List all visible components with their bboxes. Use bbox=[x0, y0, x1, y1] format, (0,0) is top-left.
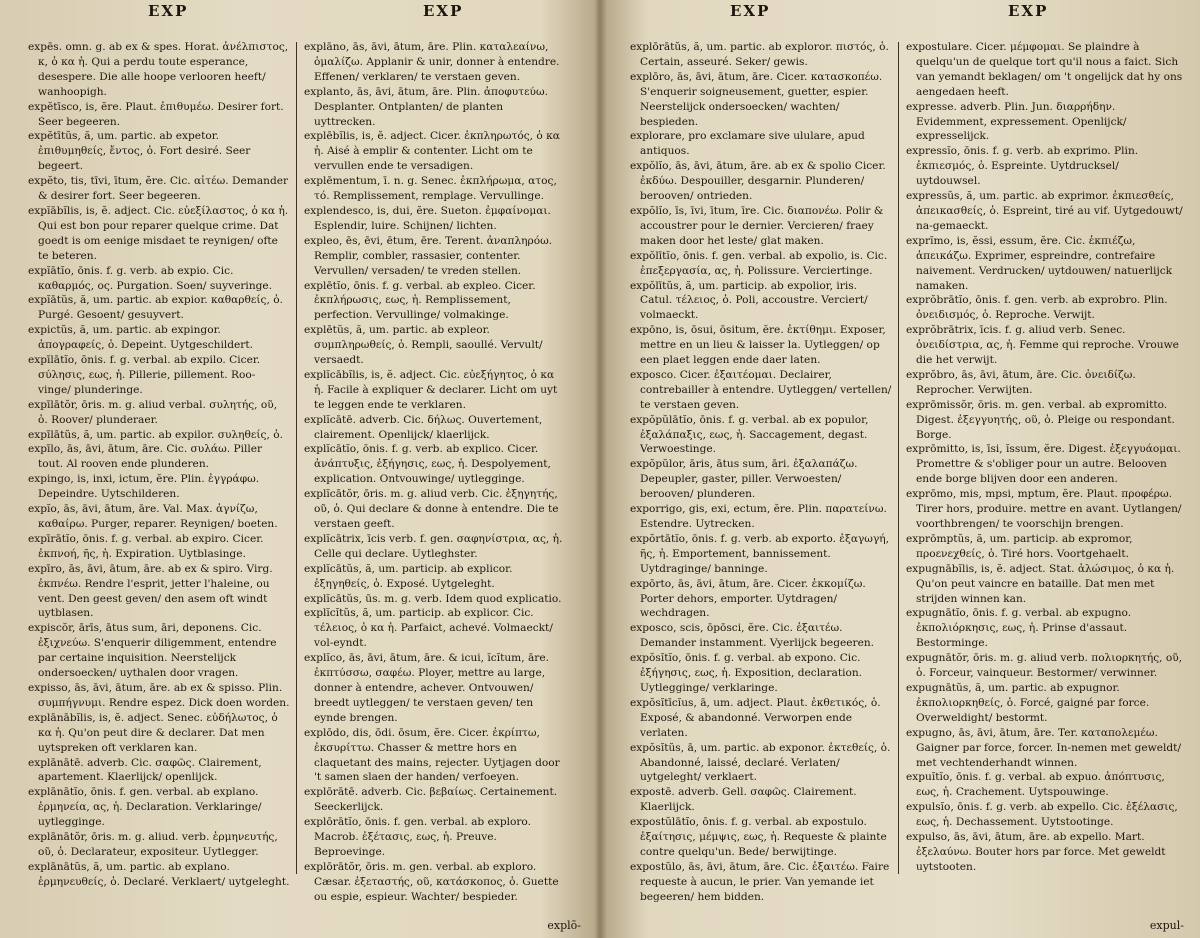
dictionary-entry: explendesco, is, dui, ĕre. Sueton. ἐμφαίνομαι. Esplendir, luire. Schijnen/ lichten. bbox=[304, 204, 551, 232]
dictionary-entry: expĕto, tis, tīvi, ītum, ĕre. Cic. αἰτέω. Demander & desirer fort. Seer begeeren. bbox=[28, 175, 289, 203]
catchword: expul- bbox=[1149, 919, 1184, 932]
left-page bbox=[28, 0, 593, 938]
dictionary-entry: expŏsĭtĭo, ōnis. f. g. verbal. ab expono. Cic. ἐξήγησις, εως, ἡ. Exposition, declaration. Uytlegginge/ verklaringe. bbox=[630, 652, 863, 694]
right-page-column-1 bbox=[630, 40, 892, 905]
dictionary-entry: expĭābĭlis, is, ĕ. adject. Cic. εὐεξίλαστος, ὁ κα ἡ. Qui est bon pour reparer quelque crime. Dat goedt is om eenige misdaet te reynigen/ ofte te beteren. bbox=[28, 204, 289, 262]
dictionary-entry: explĭcātĭo, ōnis. f. g. verb. ab explico. Cicer. ἀνάπτυξις, ἐξήγησις, εως, ἡ. Despolyement, explication. Ontvouwinge/ uytlegginge. bbox=[304, 443, 551, 486]
dictionary-entry: explāno, ās, āvi, ātum, āre. Plin. καταλεαίνω, ὁμαλίζω. Applanir & unir, donner à entendre. Effenen/ verklaren/ te verstaen geven. bbox=[304, 41, 560, 83]
dictionary-entry: explōro, ās, āvi, ātum, āre. Cicer. κατασκοπέω. S'enquerir soigneusement, guetter, espier. Neerstelijck ondersoecken/ wachten/ bespieden. bbox=[630, 70, 883, 128]
dictionary-entry: expēs. omn. g. ab ex & spes. Horat. ἀνέλπιστος, κ, ὁ κα ἡ. Qui a perdu toute esperance, desespere. Die alle hoope verlooren heeft/ wanhoopigh. bbox=[28, 41, 289, 98]
dictionary-entry: explōrātĭo, ōnis. f. gen. verbal. ab exploro. Macrob. ἐξέτασις, εως, ἡ. Preuve. Beproevinge. bbox=[304, 816, 531, 858]
dictionary-entry: explānātŭs, ă, um. partic. ab explano. ἑρμηνευθείς, ὁ. Declaré. Verklaert/ uytgeleght. bbox=[28, 860, 290, 888]
dictionary-entry: expōno, is, ōsui, ōsitum, ĕre. ἐκτίθημι. Exposer, mettre en un lieu & laisser la. Uytleggen/ op een plaet leggen ende daer laten. bbox=[630, 324, 886, 367]
dictionary-entry: exposco. Cicer. ἐξαιτέομαι. Declairer, contrebailler à entendre. Uytleggen/ vertellen/ te verstaen geven. bbox=[630, 368, 892, 411]
dictionary-entry: expugnātĭo, ōnis. f. g. verbal. ab expugno. ἐκπολιόρκησις, εως, ἡ. Prinse d'assaut. Bestorminge. bbox=[906, 607, 1132, 650]
dictionary-entry: expĭo, ās, āvi, ātum, āre. Val. Max. ἁγνίζω, καθαίρω. Purger, reparer. Reynigen/ boeten. bbox=[28, 503, 278, 530]
dictionary-entry: expŏrtātĭo, ōnis. f. g. verb. ab exporto. ἐξαγωγή, ῆς, ἡ. Emportement, bannissement. Uytdraginge/ banninge. bbox=[630, 532, 889, 575]
dictionary-entry: expĕtīsco, is, ĕre. Plaut. ἐπιθυμέω. Desirer fort. Seer begeeren. bbox=[28, 100, 284, 128]
dictionary-entry: expīrātĭo, ōnis. f. g. verbal. ab expiro. Cicer. ἐκπνοή, ῆς, ἡ. Expiration. Uytblasinge. bbox=[28, 532, 264, 560]
running-head-left: EXP bbox=[730, 2, 771, 20]
dictionary-entry: expŏlītŭs, ă, um. particip. ab expolior, iris. Catul. τέλειος, ὁ. Poli, accoustre. Verciert/ volmaeckt. bbox=[630, 279, 868, 322]
dictionary-entry: explĭcābĭlis, is, ĕ. adject. Cic. εὐεξήγητος, ὁ κα ἡ. Facile à expliquer & declarer. Licht om uyt te leggen ende te verklaren. bbox=[304, 368, 558, 411]
dictionary-entry: exprŏbrātrix, īcis. f. g. aliud verb. Senec. ὀνειδίστρια, ας, ἡ. Femme qui reproche. Vrouwe die het verwijt. bbox=[906, 324, 1179, 367]
dictionary-entry: explēbĭlis, is, ĕ. adject. Cicer. ἐκπληρωτός, ὁ κα ἡ. Aisé à emplir & contenter. Licht om te vervullen ende te versadigen. bbox=[304, 130, 560, 173]
dictionary-entry: expostulare. Cicer. μέμφομαι. Se plaindre à quelqu'un de quelque tort qu'il nous a faict. Sich van yemandt beklagen/ om 't ongelijck dat hy ons aengedaen heeft. bbox=[906, 41, 1183, 98]
dictionary-entry: expīlātŭs, ă, um. partic. ab expilor. συληθείς, ὁ. bbox=[28, 428, 283, 441]
dictionary-entry: explanto, ās, āvi, ātum, āre. Plin. ἀποφυτεύω. Desplanter. Ontplanten/ de planten uyttrecken. bbox=[304, 85, 549, 128]
dictionary-entry: expostŭlātĭo, ōnis. f. g. verbal. ab expostulo. ἐξαίτησις, μέμψις, εως, ἡ. Requeste & plainte contre quelqu'un. Bede/ berwijtinge. bbox=[630, 816, 887, 858]
dictionary-entry: expīlātŏr, ōris. m. g. aliud verbal. συλητής, οῦ, ὁ. Roover/ plunderaer. bbox=[28, 398, 278, 426]
dictionary-entry: exprōmitto, is, īsi, ĭssum, ĕre. Digest. ἐξεγγυάομαι. Promettre & s'obliger pour un autre. Belooven ende borge blijven door een anderen. bbox=[906, 443, 1181, 486]
dictionary-entry: explĭcātŏr, ōris. m. g. aliud verb. Cic. ἐξηγητής, οῦ, ὁ. Qui declare & donne à entendre. Die te verstaen geeft. bbox=[304, 488, 559, 530]
dictionary-entry: expisso, ās, āvi, ātum, āre. ab ex & spisso. Plin. συμπήγνυμι. Rendre espez. Dick doen worden. bbox=[28, 681, 290, 709]
dictionary-entry: expostē. adverb. Gell. σαφῶς. Clairement. Klaerlijck. bbox=[630, 786, 857, 814]
dictionary-entry: explĭcātŭs, ūs. m. g. verb. Idem quod explicatio. bbox=[304, 592, 562, 605]
dictionary-entry: exprĭmo, is, ĕssi, essum, ĕre. Cic. ἐκπιέζω, ἀπεικάζω. Exprimer, espreindre, contrefaire naivement. Verdrucken/ uytdouwen/ natuerlijck namaken. bbox=[906, 234, 1173, 292]
left-page-column-2 bbox=[304, 40, 566, 905]
dictionary-entry: explānābĭlis, is, ĕ. adject. Senec. εὐδήλωτος, ὁ κα ἡ. Qu'on peut dire & declarer. Dat men uytspreken oft verklaren kan. bbox=[28, 711, 278, 754]
dictionary-entry: expugnābĭlis, is, ĕ. adject. Stat. ἁλώσιμος, ὁ κα ἡ. Qu'on peut vaincre en bataille. Dat men met strijden winnen kan. bbox=[906, 562, 1175, 605]
dictionary-entry: expingo, is, inxi, ictum, ĕre. Plin. ἐγγράφω. Depeindre. Uytschilderen. bbox=[28, 473, 260, 501]
dictionary-entry: exprŏbro, ās, āvi, ātum, āre. Cic. ὀνειδίζω. Reprocher. Verwijten. bbox=[906, 368, 1136, 396]
left-page-column-1 bbox=[28, 40, 290, 890]
dictionary-entry: explōrātē. adverb. Cic. βεβαίως. Certainement. Seeckerlijck. bbox=[304, 786, 558, 814]
dictionary-entry: explorare, pro exclamare sive ululare, apud antiquos. bbox=[630, 130, 865, 158]
dictionary-entry: explĭcĭtŭs, ă, um. particip. ab explicor. Cic. τέλειος, ὁ κα ἡ. Parfaict, achevé. Volmaeckt/ vol-eyndt. bbox=[304, 607, 553, 650]
dictionary-entry: expŏlītĭo, ōnis. f. gen. verbal. ab expolio, is. Cic. ἐπεξεργασία, ας, ἡ. Polissure. Verciertinge. bbox=[630, 249, 888, 277]
dictionary-entry: expĭātŭs, ă, um. partic. ab expior. καθαρθείς, ὁ. Purgé. Gesoent/ gesuyvert. bbox=[28, 294, 283, 322]
dictionary-entry: expugnātŭs, ă, um. partic. ab expugnor. ἐκπολιορκηθείς, ὁ. Forcé, gaigné par force. Overweldight/ bestormt. bbox=[906, 681, 1150, 724]
dictionary-entry: expictŭs, ă, um. partic. ab expingor. ἀπογραφείς, ὁ. Depeint. Uytgeschildert. bbox=[28, 324, 253, 352]
dictionary-entry: explĭcātrix, īcis verb. f. gen. σαφηνίστρια, ας, ἡ. Celle qui declare. Uytleghster. bbox=[304, 532, 563, 560]
dictionary-entry: expressĭo, ōnis. f. g. verb. ab exprimo. Plin. ἐκπιεσμός, ὁ. Espreinte. Uytdrucksel/ uytdouwsel. bbox=[906, 145, 1139, 188]
dictionary-entry: expīlātĭo, ōnis. f. g. verbal. ab expilo. Cicer. σύλησις, εως, ἡ. Pillerie, pillement. Roo- vinge/ plunderinge. bbox=[28, 354, 261, 396]
running-head-left: EXP bbox=[148, 2, 189, 20]
dictionary-entry: expostŭlo, ās, āvi, ātum, āre. Cic. ἐξαιτέω. Faire requeste à aucun, le prier. Van yemande iet begeeren/ hem bidden. bbox=[630, 860, 890, 903]
column-rule bbox=[898, 42, 899, 874]
dictionary-entry: expulso, ās, āvi, ātum, āre. ab expello. Mart. ἐξελαύνω. Bouter hors par force. Met geweldt uytstooten. bbox=[906, 831, 1166, 873]
dictionary-entry: exposco, scis, ōpōsci, ĕre. Cic. ἐξαιτέω. Demander instamment. Vyerlijck begeeren. bbox=[630, 622, 875, 650]
dictionary-entry: expleo, ēs, ēvi, ētum, ēre. Terent. ἀναπληρόω. Remplir, combler, rassasier, contenter. Vervullen/ versaden/ te vreden stellen. bbox=[304, 234, 553, 277]
dictionary-entry: explānātē. adverb. Cic. σαφῶς. Clairement, apartement. Klaerlijck/ openlijck. bbox=[28, 756, 262, 784]
dictionary-entry: exprŏbrātĭo, ōnis. f. gen. verb. ab exprobro. Plin. ὀνειδισμός, ὁ. Reproche. Verwijt. bbox=[906, 294, 1168, 322]
dictionary-entry: explēmentum, ī. n. g. Senec. ἐκπλήρωμα, ατος, τό. Remplissement, remplage. Vervullinge. bbox=[304, 175, 557, 203]
dictionary-entry: explĭcātē. adverb. Cic. δήλως. Ouvertement, clairement. Openlijck/ klaerlijck. bbox=[304, 413, 543, 441]
dictionary-entry: explētĭo, ōnis. f. g. verbal. ab expleo. Cicer. ἐκπλήρωσις, εως, ἡ. Remplissement, perfection. Vervullinge/ volmakinge. bbox=[304, 279, 536, 322]
dictionary-entry: expugno, ās, āvi, ātum, āre. Ter. καταπολεμέω. Gaigner par force, forcer. In-nemen met geweldt/ met vechtenderhandt winnen. bbox=[906, 726, 1182, 769]
dictionary-entry: explōdo, dis, ōdi. ōsum, ĕre. Cicer. ἐκρίπτω, ἐκσυρίττω. Chasser & mettre hors en claquetant des mains, rejecter. Uytjagen door 't samen slaen der handen/ verfoeyen. bbox=[304, 726, 560, 784]
dictionary-entry: explānātŏr, ōris. m. g. aliud. verb. ἑρμηνευτής, οῦ, ὁ. Declarateur, expositeur. Uytlegger. bbox=[28, 831, 278, 858]
dictionary-entry: exprōmo, mis, mpsi, mptum, ĕre. Plaut. προφέρω. Tirer hors, produire. mettre en avant. Uytlangen/ voorthbrengen/ te voorschijn brengen. bbox=[906, 488, 1182, 530]
dictionary-entry: expīlo, ās, āvi, ātum, āre. Cic. συλάω. Piller tout. Al rooven ende plunderen. bbox=[28, 443, 263, 471]
dictionary-entry: expiscŏr, ārīs, ātus sum, āri, deponens. Cic. ἐξιχνεύω. S'enquerir diligemment, entendre par certaine inquisition. Neerstelijck ondersoecken/ uythalen door vragen. bbox=[28, 622, 277, 680]
dictionary-entry: expĕtītŭs, ă, um. partic. ab expetor. ἐπιθυμηθείς, ἔντος, ὁ. Fort desiré. Seer begeert. bbox=[28, 130, 251, 173]
column-rule bbox=[296, 42, 297, 874]
dictionary-entry: expŏlĭo, ās, āvi, ātum, āre. ab ex & spolio Cicer. ἐκδύω. Despouiller, desgarnir. Plunderen/ berooven/ ontrieden. bbox=[630, 160, 886, 203]
running-head-right: EXP bbox=[1008, 2, 1049, 20]
dictionary-entry: exprōmissŏr, ōris. m. gen. verbal. ab expromitto. Digest. ἐξεγγυητής, οῦ, ὁ. Pleige ou respondant. Borge. bbox=[906, 398, 1175, 441]
dictionary-entry: expuĭtĭo, ōnis. f. g. verbal. ab expuo. ἀπόπτυσις, εως, ἡ. Crachement. Uytspouwinge. bbox=[906, 771, 1165, 799]
dictionary-entry: expŏsĭtŭs, ā, um. partic. ab exponor. ἐκτεθείς, ὁ. Abandonné, laissé, declaré. Verlaten/ uytgeleght/ verklaert. bbox=[630, 741, 891, 784]
catchword: explō- bbox=[547, 919, 581, 932]
dictionary-entry: exporrigo, gis, exi, ectum, ĕre. Plin. παρατείνω. Estendre. Uytrecken. bbox=[630, 503, 887, 530]
dictionary-entry: expugnātŏr, ōris. m. g. aliud verb. πολιορκητής, οῦ, ὁ. Forceur, vainqueur. Bestormer/ verwinner. bbox=[906, 652, 1183, 680]
dictionary-entry: explĭco, ās, āvi, ātum, āre. & icui, ĭcĭtum, āre. ἐκπτύσσω, σαφέω. Ployer, mettre au large, donner à entendre, achever. Ontvouwen/ breedt uytleggen/ te verstaen geven/ ten eynde brengen. bbox=[304, 652, 549, 724]
running-head-right: EXP bbox=[423, 2, 464, 20]
dictionary-entry: exprōmptŭs, ă, um. particip. ab expromor, προενεχθείς, ὁ. Tiré hors. Voortgehaelt. bbox=[906, 532, 1133, 560]
dictionary-entry: explōrātŏr, ōris. m. gen. verbal. ab exploro. Cæsar. ἐξεταστής, οῦ, κατάσκοπος, ὁ. Guette ou espie, espieur. Wachter/ bespieder. bbox=[304, 860, 559, 903]
dictionary-entry: explētŭs, ă, um. partic. ab expleor. συμπληρωθείς, ὁ. Rempli, saoullé. Vervult/ versaedt. bbox=[304, 324, 543, 367]
dictionary-entry: expīro, ās, āvi, ātum, āre. ab ex & spiro. Virg. ἐκπνέω. Rendre l'esprit, jetter l'haleine, ou vent. Den geest geven/ den asem oft windt uytblasen. bbox=[28, 562, 273, 620]
dictionary-entry: explōrātŭs, ă, um. partic. ab exploror. πιστός, ὁ. Certain, asseuré. Seker/ gewis. bbox=[630, 41, 889, 68]
dictionary-entry: explĭcātŭs, ă, um. particip. ab explicor. ἐξηγηθείς, ὁ. Exposé. Uytgeleght. bbox=[304, 562, 513, 590]
dictionary-entry: expresse. adverb. Plin. Jun. διαρρήδην. Evidemment, expressement. Openlijck/ expresselijck. bbox=[906, 100, 1127, 143]
dictionary-entry: expŏlĭo, īs, īvi, ītum, īre. Cic. διαπονέω. Polir & accoustrer pour le dernier. Vercieren/ fraey maken door het leste/ glat maken. bbox=[630, 204, 884, 247]
dictionary-entry: explānātĭo, ōnis. f. gen. verbal. ab explano. ἑρμηνεία, ας, ἡ. Declaration. Verklaringe/ uytlegginge. bbox=[28, 786, 262, 829]
dictionary-entry: expressŭs, ă, um. partic. ab exprimor. ἐκπιεσθείς, ἀπεικασθείς, ὁ. Espreint, tiré au vif. Uytgedouwt/ na-gemaeckt. bbox=[906, 190, 1183, 232]
dictionary-entry: expŏpŭlātĭo, ōnis. f. g. verbal. ab ex populor, ἐξαλάπαξις, εως, ἡ. Saccagement, degast. Verwoestinge. bbox=[630, 413, 869, 456]
dictionary-entry: expŏpŭlor, āris, ātus sum, āri. ἐξαλαπάζω. Depeupler, gaster, piller. Verwoesten/ berooven/ plunderen. bbox=[630, 458, 858, 501]
dictionary-entry: expĭātĭo, ōnis. f. g. verb. ab expio. Cic. καθαρμός, ος. Purgation. Soen/ suyveringe. bbox=[28, 264, 273, 292]
right-page bbox=[630, 0, 1190, 938]
dictionary-entry: expulsĭo, ōnis. f. g. verb. ab expello. Cic. ἐξέλασις, εως, ἡ. Dechassement. Uytstootinge. bbox=[906, 801, 1178, 829]
dictionary-entry: expŏsĭtīcĭus, ā, um. adject. Plaut. ἐκθετικός, ὁ. Exposé, & abandonné. Verworpen ende verlaten. bbox=[630, 696, 881, 739]
dictionary-entry: expōrto, ās, āvi, ātum, āre. Cicer. ἐκκομίζω. Porter dehors, emporter. Uytdragen/ wechdragen. bbox=[630, 577, 866, 620]
right-page-column-2 bbox=[906, 40, 1186, 875]
